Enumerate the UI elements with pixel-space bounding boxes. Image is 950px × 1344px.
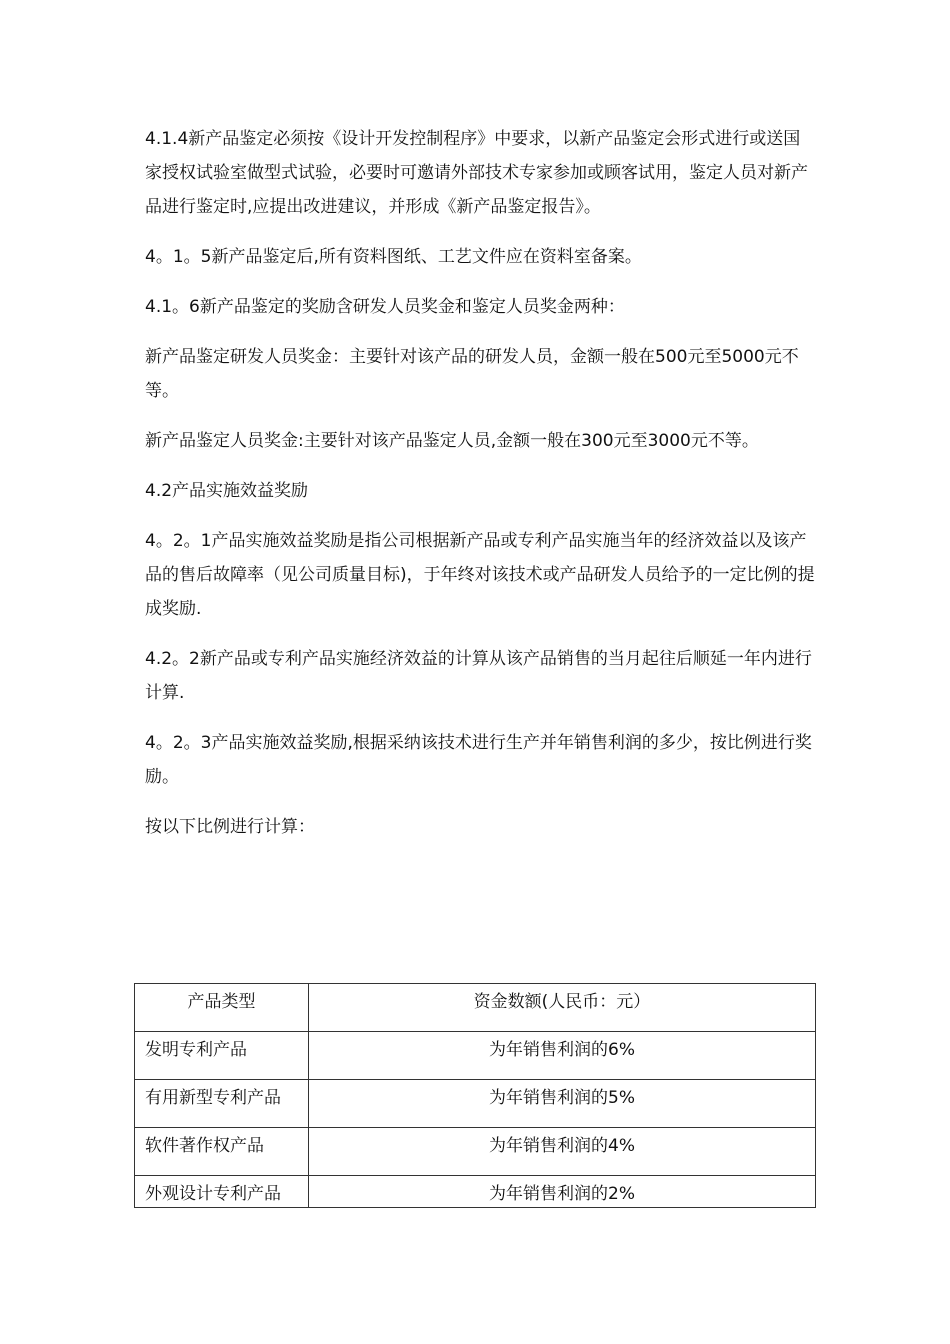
paragraph-4-1-6: 4.1。6新产品鉴定的奖励含研发人员奖金和鉴定人员奖金两种：: [145, 297, 625, 317]
paragraph-4-2-1: 4。2。1产品实施效益奖励是指公司根据新产品或专利产品实施当年的经济效益以及该产品的售后故障率（见公司质量目标)，于年终对该技术或产品研发人员给予的一定比例的提成奖励.: [145, 531, 815, 619]
paragraph-4-2-2: 4.2。2新产品或专利产品实施经济效益的计算从该产品销售的当月起往后顺延一年内进行计算.: [145, 649, 812, 703]
table-cell-amount: 为年销售利润的4%: [309, 1128, 816, 1176]
table-row: [135, 1080, 816, 1128]
section-heading-4-2: 4.2产品实施效益奖励: [145, 481, 309, 501]
table-cell-type: 软件著作权产品: [135, 1128, 309, 1176]
table-row: [135, 1128, 816, 1176]
table-cell-amount: 为年销售利润的5%: [309, 1080, 816, 1128]
table-row: [135, 1032, 816, 1080]
paragraph-calc-intro: 按以下比例进行计算：: [145, 817, 315, 837]
table-header-cell: 产品类型: [135, 984, 309, 1032]
table-cell-amount: 为年销售利润的6%: [309, 1032, 816, 1080]
table-cell-type: 有用新型专利产品: [135, 1080, 309, 1128]
paragraph-developer-bonus: 新产品鉴定研发人员奖金：主要针对该产品的研发人员，金额一般在500元至5000元不等。: [145, 347, 799, 401]
table-cell-amount: 为年销售利润的2%: [309, 1176, 816, 1208]
table-cell-type: 外观设计专利产品: [135, 1176, 309, 1208]
table-cell-type: 发明专利产品: [135, 1032, 309, 1080]
paragraph-4-2-3: 4。2。3产品实施效益奖励,根据采纳该技术进行生产并年销售利润的多少，按比例进行奖励。: [145, 733, 812, 787]
paragraph-4-1-5: 4。1。5新产品鉴定后,所有资料图纸、工艺文件应在资料室备案。: [145, 247, 642, 267]
table-row: [135, 1176, 816, 1208]
table-header-cell: 资金数额(人民币：元）: [309, 984, 816, 1032]
document-body: [145, 122, 815, 860]
table-header-row: [135, 984, 816, 1032]
paragraph-appraiser-bonus: 新产品鉴定人员奖金:主要针对该产品鉴定人员,金额一般在300元至3000元不等。: [145, 431, 759, 451]
reward-rate-table: [134, 983, 816, 1208]
paragraph-4-1-4: 4.1.4新产品鉴定必须按《设计开发控制程序》中要求，以新产品鉴定会形式进行或送国家授权试验室做型式试验，必要时可邀请外部技术专家参加或顾客试用，鉴定人员对新产品进行鉴定时,应提出改进建议，并形成《新产品鉴定报告》。: [145, 129, 808, 217]
